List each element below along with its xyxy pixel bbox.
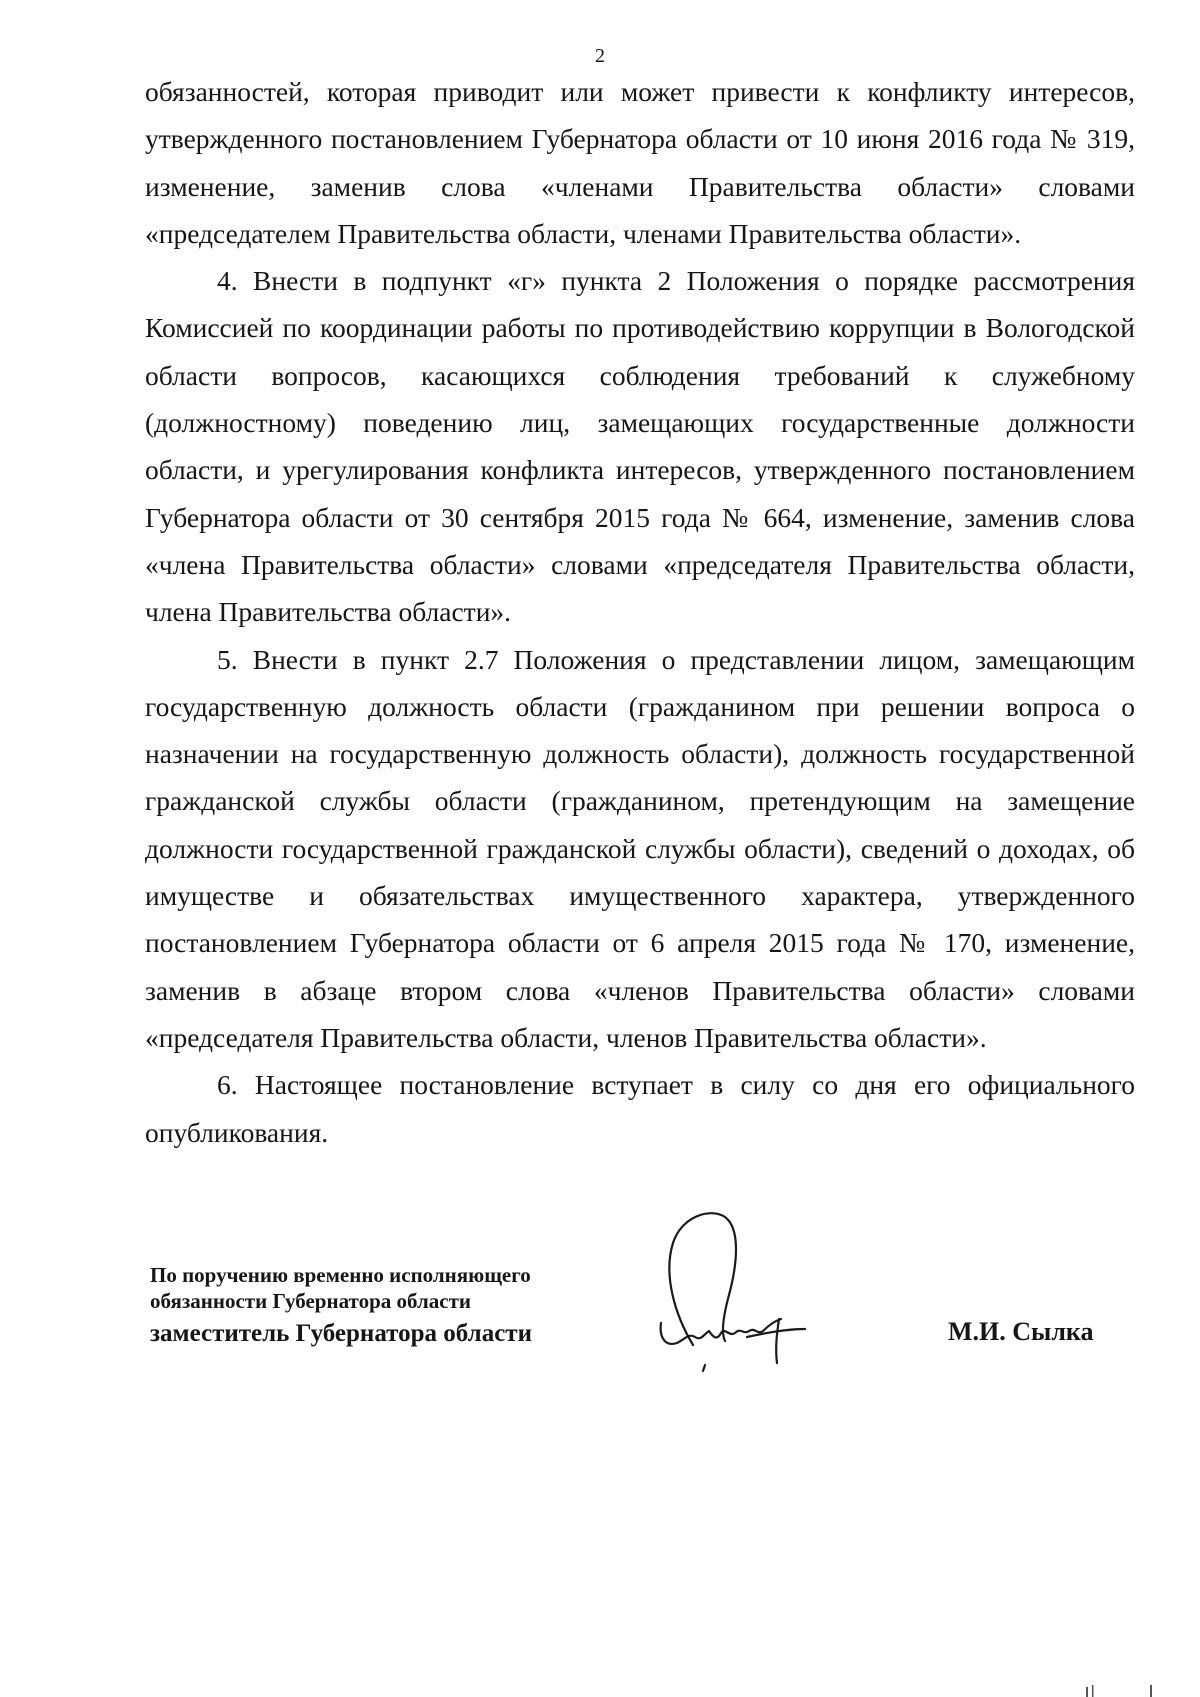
handwritten-signature — [655, 1205, 830, 1375]
paragraph-item-4: 4. Внести в подпункт «г» пункта 2 Положения о порядке рассмотрения Комиссией по координации работы по противодействию коррупции в Вологодской области вопросов, касающихся соблюдения требований к служебному (должностному) поведению лиц, замещающих государственные должности области, и урегулирования конфликта интересов, утвержденного постановлением Губернатора области от 30 сентября 2015 года № 664, изменение, заменив слова «члена Правительства области» словами «председателя Правительства области, члена Правительства области». — [145, 265, 1135, 628]
signature-block-line-1: По поручению временно исполняющего — [150, 1263, 531, 1287]
paragraph-item-5: 5. Внести в пункт 2.7 Положения о представлении лицом, замещающим государственную должность области (гражданином при решении вопроса о назначении на государственную должность области), должность государственной гражданской службы области (гражданином, претендующим на замещение должности государственной гражданской службы области), сведений о доходах, об имуществе и обязательствах имущественного характера, утвержденного постановлением Губернатора области от 6 апреля 2015 года № 170, изменение, заменив в абзаце втором слова «членов Правительства области» словами «председателя Правительства области, членов Правительства области». — [145, 643, 1135, 1053]
signatory-name: М.И. Сылка — [948, 1317, 1094, 1346]
document-body — [145, 68, 1135, 1156]
signature-block — [150, 1262, 532, 1350]
paragraph-item-6: 6. Настоящее постановление вступает в силу со дня его официального опубликования. — [145, 1069, 1135, 1148]
scan-edge-marks — [1040, 1683, 1160, 1697]
signature-block-line-2: обязанности Губернатора области — [150, 1289, 471, 1313]
page-number: 2 — [595, 45, 605, 67]
signature-block-position: заместитель Губернатора области — [150, 1320, 532, 1347]
paragraph-continuation: обязанностей, которая приводит или может привести к конфликту интересов, утвержденного постановлением Губернатора области от 10 июня 2016 года № 319, изменение, заменив слова «членами Правительства области» словами «председателем Правительства области, членами Правительства области». — [145, 76, 1135, 249]
